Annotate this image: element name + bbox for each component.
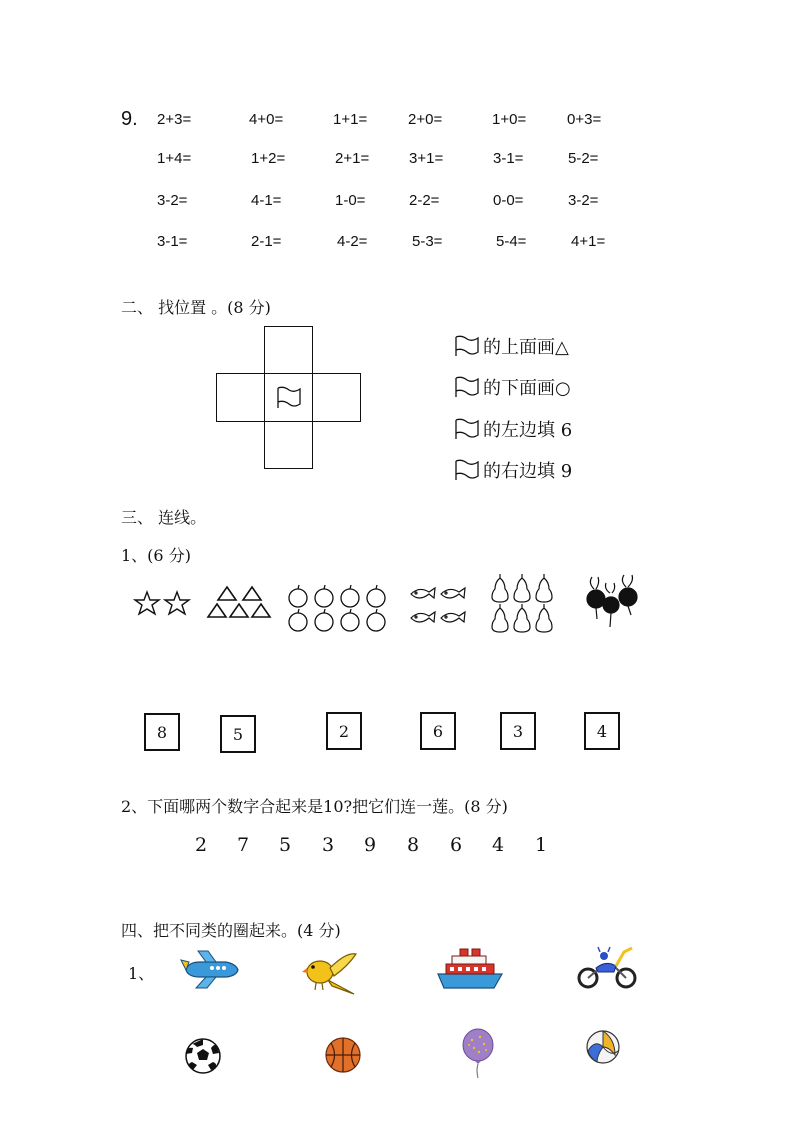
- equation: 4+1=: [571, 233, 606, 250]
- equation: 4+0=: [249, 111, 284, 128]
- instruction-item: [454, 457, 572, 483]
- radish-icon: [587, 577, 605, 619]
- equation: 3+1=: [409, 150, 444, 167]
- equation: 5-2=: [568, 150, 599, 167]
- bird-icon[interactable]: [302, 950, 358, 998]
- pear-icon: [536, 574, 552, 602]
- apple-icon: [341, 585, 359, 607]
- section-heading: 三、 连线。: [121, 508, 207, 527]
- grid-cell-bottom[interactable]: [264, 421, 313, 469]
- star-icon: [165, 592, 189, 614]
- sub-question-title: 2、下面哪两个数字合起来是10?把它们连一莲。(8 分): [121, 797, 508, 816]
- connect-number[interactable]: 2: [195, 834, 208, 856]
- connect-number[interactable]: 5: [279, 834, 292, 856]
- equation: 3-1=: [493, 150, 524, 167]
- pear-icon: [492, 574, 508, 602]
- equation: 1+1=: [333, 111, 368, 128]
- pear-icon: [492, 604, 508, 632]
- flag-icon: [454, 335, 480, 357]
- equation: 4-1=: [251, 192, 282, 209]
- equation: 2+3=: [157, 111, 192, 128]
- equation: 2+0=: [408, 111, 443, 128]
- soccer-ball-icon[interactable]: [184, 1037, 222, 1075]
- section-heading: 四、把不同类的圈起来。(4 分): [121, 921, 341, 940]
- flag-icon: [454, 418, 480, 440]
- apple-icon: [367, 585, 385, 607]
- apple-icon: [367, 609, 385, 631]
- grid-cell-right[interactable]: [312, 373, 361, 422]
- instruction-text: 的上面画△: [483, 337, 569, 358]
- sub-question-title: 1、(6 分): [121, 546, 191, 565]
- fish-icon: [411, 588, 435, 598]
- motorcycle-icon[interactable]: [576, 946, 638, 990]
- instruction-item: [454, 333, 569, 359]
- connect-number[interactable]: 8: [407, 834, 420, 856]
- basketball-icon[interactable]: [324, 1036, 362, 1074]
- flag-icon: [454, 459, 480, 481]
- equation: 2-2=: [409, 192, 440, 209]
- number-box[interactable]: 5: [220, 715, 256, 753]
- instruction-text: 的右边填 9: [483, 461, 573, 482]
- equation: 1+0=: [492, 111, 527, 128]
- equation: 2+1=: [335, 150, 370, 167]
- apple-icon: [289, 585, 307, 607]
- airplane-icon[interactable]: [180, 950, 240, 990]
- equation: 1+2=: [251, 150, 286, 167]
- flag-icon: [276, 386, 302, 410]
- instruction-text: 的下面画○: [483, 378, 571, 399]
- equation: 3-1=: [157, 233, 188, 250]
- balloon-icon[interactable]: [460, 1028, 496, 1080]
- pear-icon: [514, 574, 530, 602]
- radish-icon: [603, 583, 619, 627]
- fish-icon: [441, 612, 465, 622]
- number-box[interactable]: 6: [420, 712, 456, 750]
- equation: 5-3=: [412, 233, 443, 250]
- star-icon: [135, 592, 159, 614]
- triangle-icon: [230, 604, 248, 617]
- radish-icon: [619, 575, 637, 615]
- item-label: 1、: [128, 964, 155, 983]
- triangle-icon: [243, 587, 261, 600]
- pear-icon: [514, 604, 530, 632]
- volleyball-icon[interactable]: [585, 1029, 621, 1065]
- question-number: 9.: [121, 108, 138, 130]
- ship-icon[interactable]: [436, 948, 504, 992]
- grid-cell-left[interactable]: [216, 373, 265, 422]
- connect-number[interactable]: 7: [237, 834, 250, 856]
- instruction-text: 的左边填 6: [483, 420, 573, 441]
- equation: 4-2=: [337, 233, 368, 250]
- triangle-icon: [218, 587, 236, 600]
- stars-group[interactable]: [134, 590, 194, 620]
- apples-group[interactable]: [287, 584, 387, 634]
- flag-icon: [454, 376, 480, 398]
- triangle-icon: [252, 604, 270, 617]
- apple-icon: [289, 609, 307, 631]
- equation: 1-0=: [335, 192, 366, 209]
- pear-icon: [536, 604, 552, 632]
- apple-icon: [315, 609, 333, 631]
- fish-icon: [411, 612, 435, 622]
- instruction-item: [454, 416, 572, 442]
- radishes-group[interactable]: [584, 575, 640, 630]
- grid-cell-top[interactable]: [264, 326, 313, 374]
- triangles-group[interactable]: [207, 585, 273, 623]
- equation: 0-0=: [493, 192, 524, 209]
- equation: 3-2=: [568, 192, 599, 209]
- apple-icon: [341, 609, 359, 631]
- apple-icon: [315, 585, 333, 607]
- instruction-item: [454, 374, 571, 400]
- equation: 2-1=: [251, 233, 282, 250]
- grid-cell-center: [264, 373, 313, 422]
- fish-icon: [441, 588, 465, 598]
- equation: 1+4=: [157, 150, 192, 167]
- number-box[interactable]: 2: [326, 712, 362, 750]
- fish-group[interactable]: [407, 582, 471, 632]
- pears-group[interactable]: [490, 572, 554, 634]
- triangle-icon: [208, 604, 226, 617]
- connect-number[interactable]: 9: [364, 834, 377, 856]
- equation: 3-2=: [157, 192, 188, 209]
- section-heading: 二、 找位置 。(8 分): [121, 298, 271, 317]
- number-box[interactable]: 8: [144, 713, 180, 751]
- equation: 0+3=: [567, 111, 602, 128]
- connect-number[interactable]: 6: [450, 834, 463, 856]
- number-box[interactable]: 3: [500, 712, 536, 750]
- number-box[interactable]: 4: [584, 712, 620, 750]
- connect-number[interactable]: 1: [535, 834, 548, 856]
- connect-number[interactable]: 3: [322, 834, 335, 856]
- connect-number[interactable]: 4: [492, 834, 505, 856]
- equation: 5-4=: [496, 233, 527, 250]
